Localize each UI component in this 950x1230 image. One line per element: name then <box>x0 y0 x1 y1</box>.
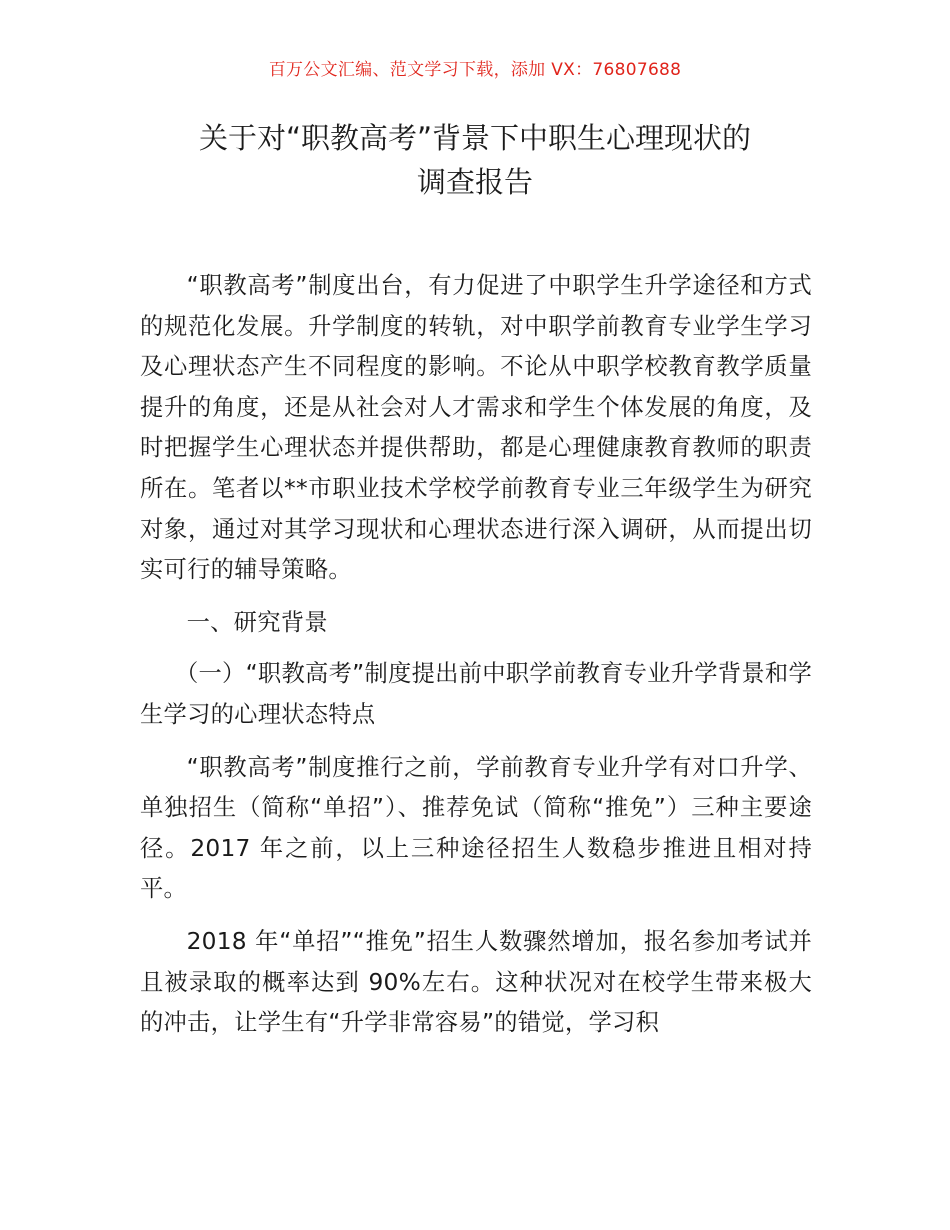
document-title <box>120 116 830 204</box>
section-heading: 一、研究背景 <box>186 608 328 636</box>
header-banner: 百万公文汇编、范文学习下载，添加 VX：76807688 <box>268 60 682 80</box>
paragraph-2018: 2018 年“单招”“推免”招生人数骤然增加，报名参加考试并且被录取的概率达到 90%左右。这种状况对在校学生带来极大的冲击，让学生有“升学非常容易”的错觉，学习积 <box>140 927 812 1037</box>
document-title-line-1: 关于对“职教高考”背景下中职生心理现状的 <box>198 121 752 155</box>
subsection-heading: （一）“职教高考”制度提出前中职学前教育专业升学背景和学生学习的心理状态特点 <box>140 660 812 728</box>
paragraph-pre-policy: “职教高考”制度推行之前，学前教育专业升学有对口升学、单独招生（简称“单招”）、推荐免试（简称“推免”）三种主要途径。2017 年之前，以上三种途径招生人数稳步推进且相对持平。 <box>140 753 812 903</box>
paragraph-intro: “职教高考”制度出台，有力促进了中职学生升学途径和方式的规范化发展。升学制度的转轨，对中职学前教育专业学生学习及心理状态产生不同程度的影响。不论从中职学校教育教学质量提升的角度，还是从社会对人才需求和学生个体发展的角度，及时把握学生心理状态并提供帮助，都是心理健康教育教师的职责所在。笔者以**市职业技术学校学前教育专业三年级学生为研究对象，通过对其学习现状和心理状态进行深入调研，从而提出切实可行的辅导策略。 <box>140 272 812 584</box>
document-body <box>140 266 812 1056</box>
document-title-line-2: 调查报告 <box>416 165 533 199</box>
